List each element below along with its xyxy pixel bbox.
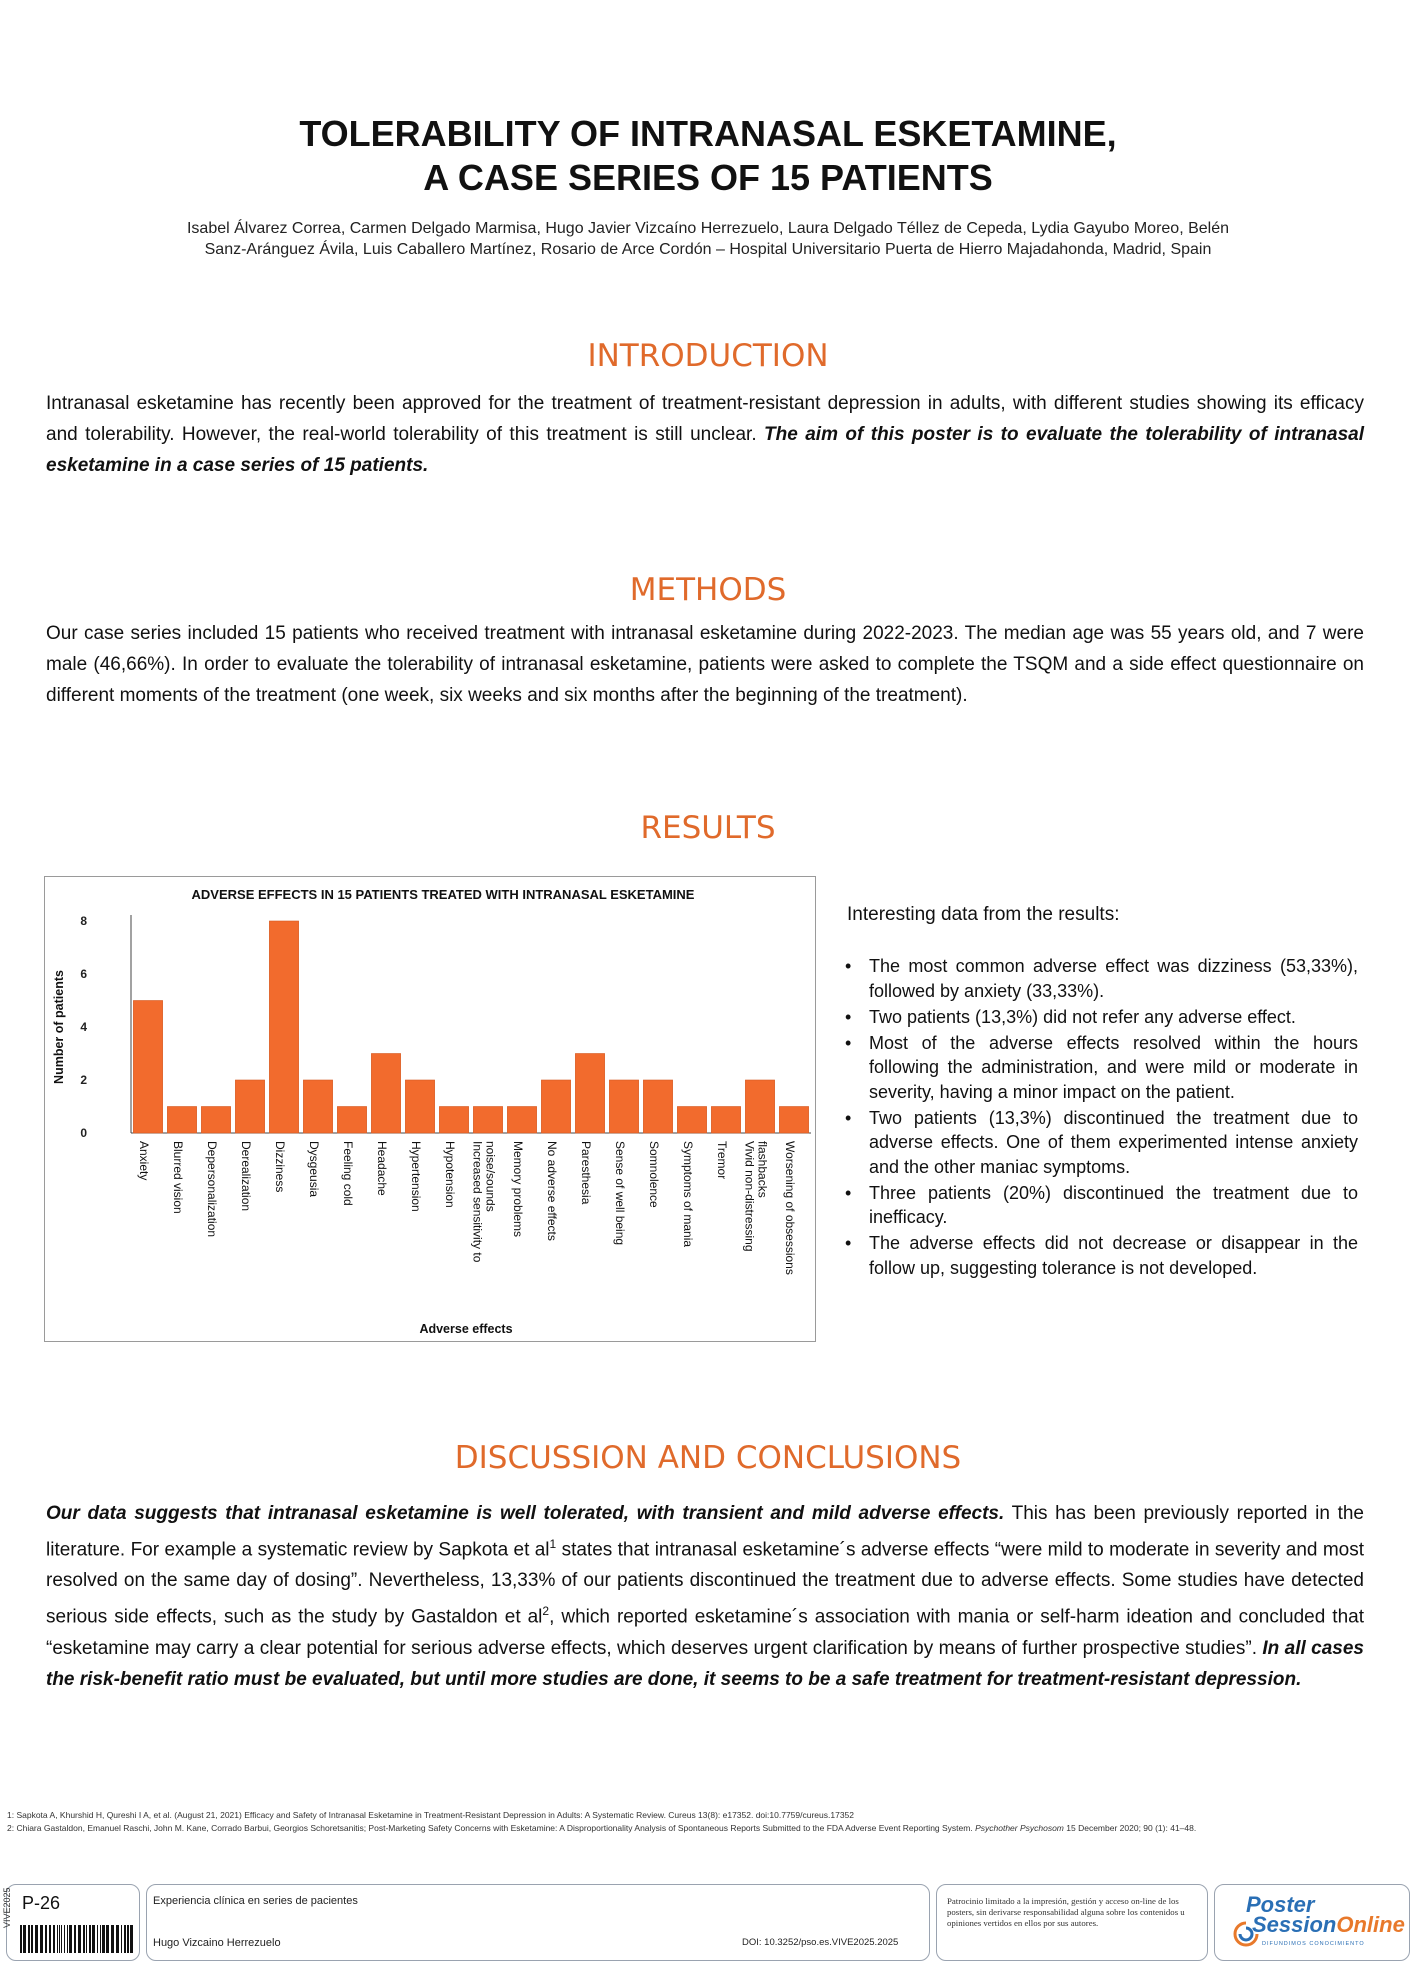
bar-dysgeusia [303,1080,332,1133]
reference-2-citation: 15 December 2020; 90 (1): 41–48. [1063,1823,1197,1833]
barcode-bar [45,1925,47,1953]
x-tick-label: Memory problems [510,1141,525,1238]
discussion-closing: In all cases the risk-benefit ratio must be evaluated, but until more studies are done, it seems to be a safe treatment for treatment-resistant depression. [46,1637,1365,1690]
barcode-bar [127,1925,129,1953]
bar-somnolence [643,1080,672,1133]
bullet-text: Most of the adverse effects resolved within the hours following the administration, and were mild or moderate in severity, having a minor impact on the patient. [869,1032,1358,1102]
results-bullet-6 [845,1231,1358,1280]
citation-2: 2 [542,1604,550,1619]
barcode-bar [83,1925,85,1953]
authors-affiliation [100,218,1316,260]
bar-memory-problems [507,1107,536,1134]
bar-worsening-of-obsessions [779,1107,808,1134]
barcode-bar [35,1925,38,1953]
logo-word-session-online [1252,1912,1405,1938]
poster-title [0,112,1416,200]
results-bullet-list [845,954,1358,1282]
barcode-bar [74,1925,76,1953]
discussion-part-b: states that intranasal esketamine´s adverse effects “were mild to moderate in severity and most resolved on the same day of dosing”. Nevertheless, 13,33% of our patients discontinued the treatment due to adverse effects. Some studies have detected serious side effects, such as the study by Gastaldon et al [46,1539,1364,1628]
barcode-bar [69,1925,72,1953]
bullet-text: The most common adverse effect was dizziness (53,33%), followed by anxiety (33,33%). [869,956,1358,1001]
methods-text: Our case series included 15 patients who received treatment with intranasal esketamine during 2022-2023. The median age was 55 years old, and 7 were male (46,66%). In order to evaluate the tolerability of intranasal esketamine, patients were asked to complete the TSQM and a side effect questionnaire on different moments of the treatment (one week, six weeks and six months after the beginning of the treatment). [46,623,1364,706]
discussion-heading: DISCUSSION AND CONCLUSIONS [454,1440,962,1476]
discussion-text [46,1498,1364,1695]
barcode-icon [20,1925,134,1953]
bar-blurred-vision [167,1107,196,1134]
logo-tagline: DIFUNDIMOS CONOCIMIENTO [1262,1941,1365,1947]
bar-symptoms-of-mania [677,1107,706,1134]
barcode-bar [53,1925,55,1953]
barcode-bar [40,1925,43,1953]
bar-derealization [235,1080,264,1133]
x-tick-label: Hypotension [442,1141,457,1208]
bar-feeling-cold [337,1107,366,1134]
poster-code: P-26 [22,1893,61,1913]
bar-increased-sensitivity-to-noise-sounds [473,1107,502,1134]
barcode-bar [23,1925,26,1953]
bar-hypertension [405,1080,434,1133]
reference-2-text: 2: Chiara Gastaldon, Emanuel Raschi, John M. Kane, Corrado Barbui, Georgios Schoretsanitis; Post-Marketing Safety Concerns with Esketamine: A Disproportionality Analysis of Spontaneous Reports Submitted to the FDA Adverse Event Reporting System. [7,1823,976,1833]
bar-vivid-non-distressing-flashbacks [745,1080,774,1133]
x-tick-label: Derealization [238,1141,253,1212]
barcode-bar [59,1925,60,1953]
results-bullet-1 [845,954,1358,1003]
x-tick-label: Tremor [714,1141,729,1180]
results-heading: RESULTS [640,810,776,846]
bullet-text: Three patients (20%) discontinued the treatment due to inefficacy. [869,1182,1358,1227]
x-tick-label: Anxiety [136,1141,151,1181]
barcode-bar [111,1925,114,1953]
results-intro: Interesting data from the results: [847,904,1120,925]
reference-2 [7,1822,1407,1835]
bullet-text: Two patients (13,3%) discontinued the treatment due to adverse effects. One of them experimented intense anxiety and the other maniac symptoms. [869,1107,1358,1177]
y-tick-label: 8 [80,914,87,928]
barcode-bar [86,1925,87,1953]
barcode-bar [20,1925,22,1953]
citation-1: 1 [549,1537,557,1551]
x-tick-label: flashbacks [755,1141,770,1198]
bar-no-adverse-effects [541,1080,570,1133]
bullet-icon: • [845,1032,852,1053]
x-tick-label: Paresthesia [578,1141,593,1205]
event-label: VIVE2025 [2,1887,12,1928]
y-tick-label: 2 [80,1073,87,1087]
barcode-bar [31,1925,33,1953]
adverse-effects-chart [44,876,816,1342]
title-line-1: TOLERABILITY OF INTRANASAL ESKETAMINE, [299,113,1117,154]
chart-svg [45,877,817,1343]
bar-tremor [711,1107,740,1134]
results-bullet-5 [845,1181,1358,1230]
barcode-bar [124,1925,126,1953]
results-bullet-4 [845,1106,1358,1180]
introduction-aim: The aim of this poster is to evaluate the tolerability of intranasal esketamine in a case series of 15 patients. [46,424,1364,476]
results-bullet-2 [845,1005,1358,1030]
bar-paresthesia [575,1054,604,1134]
x-tick-label: No adverse effects [544,1141,559,1241]
introduction-heading: INTRODUCTION [587,338,829,374]
barcode-bar [78,1925,81,1953]
bullet-icon: • [845,1233,852,1253]
barcode-bar [67,1925,68,1953]
methods-heading: METHODS [629,572,787,608]
x-tick-label: Hypertension [408,1141,423,1212]
references [7,1809,1407,1835]
x-tick-label: noise/sounds [483,1141,498,1212]
barcode-bar [92,1925,95,1953]
x-tick-label: Sense of well being [612,1141,627,1246]
x-tick-label: Vivid non-distressing [742,1141,757,1252]
barcode-bar [106,1925,109,1953]
bar-sense-of-well-being [609,1080,638,1133]
introduction-text [46,388,1364,481]
bullet-text: Two patients (13,3%) did not refer any adverse effect. [869,1006,1296,1027]
y-tick-label: 0 [80,1126,87,1140]
title-line-2: A CASE SERIES OF 15 PATIENTS [423,157,993,198]
barcode-bar [97,1925,98,1953]
discussion-lead: Our data suggests that intranasal esketamine is well tolerated, with transient and mild adverse effects. [46,1503,1005,1524]
x-tick-label: Feeling cold [340,1141,355,1206]
bar-headache [371,1054,400,1134]
authors-line-1: Isabel Álvarez Correa, Carmen Delgado Marmisa, Hugo Javier Vizcaíno Herrezuelo, Laura Delgado Téllez de Cepeda, Lydia Gayubo Moreo, Belén [186,220,1230,237]
y-tick-label: 6 [80,967,87,981]
barcode-bar [116,1925,119,1953]
x-tick-label: Increased sensitivity to [470,1141,485,1263]
barcode-bar [64,1925,65,1953]
x-tick-label: Dizziness [272,1141,287,1193]
y-tick-label: 4 [80,1020,87,1034]
x-tick-label: Somnolence [646,1141,661,1208]
discussion-part-a: This has been previously reported in the literature. For example a systematic review by Sapkota et al [46,1503,1364,1561]
disclaimer-text: Patrocinio limitado a la impresión, gestión y acceso on-line de los posters, sin derivarse responsabilidad alguna sobre los contenidos u opiniones vertidos en ellos por sus autores. [947,1896,1185,1928]
y-axis-label: Number of patients [52,970,66,1084]
bar-anxiety [133,1001,162,1134]
barcode-bar [61,1925,62,1953]
barcode-bar [89,1925,91,1953]
bullet-icon: • [845,1107,852,1128]
discussion-part-c: , which reported esketamine´s association with mania or self-harm ideation and concluded that “esketamine may carry a clear potential for serious adverse effects, which deserves urgent clarification by means of further prospective studies”. [46,1606,1365,1659]
x-tick-label: Depersonalization [204,1141,219,1238]
chart-title: ADVERSE EFFECTS IN 15 PATIENTS TREATED WITH INTRANASAL ESKETAMINE [191,887,695,902]
barcode-bar [28,1925,30,1953]
doi-link[interactable]: DOI: 10.3252/pso.es.VIVE2025.2025 [742,1937,899,1948]
bullet-text: The adverse effects did not decrease or disappear in the follow up, suggesting tolerance is not developed. [869,1233,1358,1278]
barcode-bar [57,1925,58,1953]
bullet-icon: • [845,1006,852,1027]
barcode-bar [121,1925,122,1953]
x-tick-label: Blurred vision [170,1141,185,1214]
x-tick-label: Symptoms of mania [680,1141,695,1248]
logo-session: Session [1252,1912,1337,1937]
reference-1: 1: Sapkota A, Khurshid H, Qureshi I A, et al. (August 21, 2021) Efficacy and Safety of Intranasal Esketamine in Treatment-Resistant Depression in Adults: A Systematic Review. Cureus 13(8): e17352. doi:10.7759/cureus.17352 [7,1810,855,1820]
x-tick-label: Dysgeusia [306,1141,321,1198]
x-axis-label: Adverse effects [419,1322,513,1336]
x-tick-label: Worsening of obsessions [782,1141,797,1275]
logo-online: Online [1336,1912,1405,1937]
results-bullet-3 [845,1031,1358,1105]
bullet-icon: • [845,956,852,976]
barcode-bar [100,1925,101,1953]
bullet-icon: • [845,1182,852,1203]
barcode-bar [130,1925,133,1953]
logo-word-poster: Poster [1246,1892,1315,1917]
barcode-bar [102,1925,105,1953]
authors-line-2: Sanz-Aránguez Ávila, Luis Caballero Martínez, Rosario de Arce Cordón – Hospital Universitario Puerta de Hierro Majadahonda, Madrid, Spain [204,241,1212,258]
bar-hypotension [439,1107,468,1134]
logo-swirl-icon [1232,1920,1260,1948]
bar-dizziness [269,921,298,1133]
barcode-bar [49,1925,51,1953]
introduction-body: Intranasal esketamine has recently been approved for the treatment of treatment-resistant depression in adults, with different studies showing its efficacy and tolerability. However, the real-world tolerability of this treatment is still unclear. [46,393,1364,445]
presenting-author: Hugo Vizcaino Herrezuelo [153,1937,281,1949]
session-name: Experiencia clínica en series de pacientes [153,1895,358,1907]
reference-2-journal: Psychother Psychosom [975,1823,1064,1833]
x-tick-label: Headache [374,1141,389,1196]
bar-depersonalization [201,1107,230,1134]
